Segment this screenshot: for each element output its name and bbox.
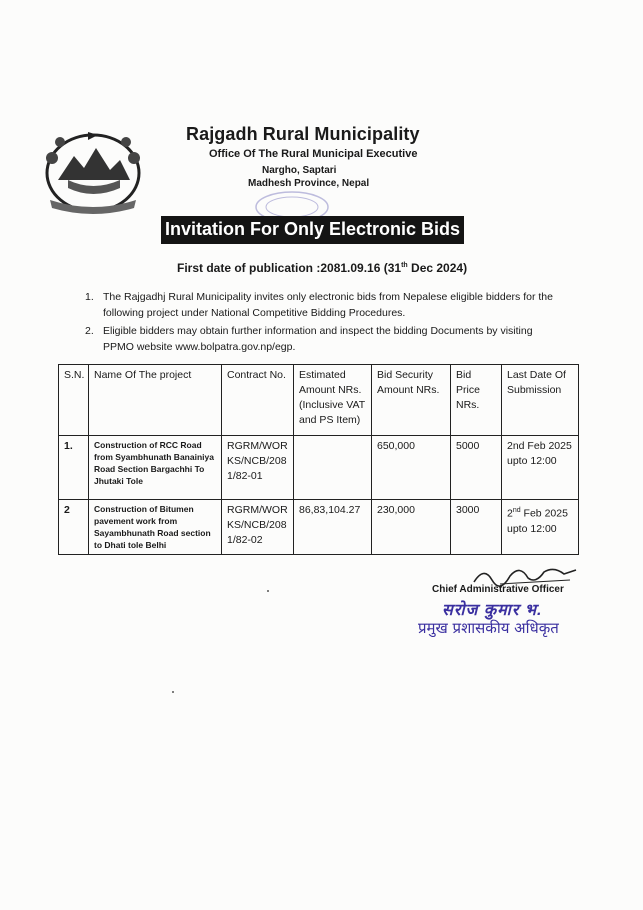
cell-deadline: 2nd Feb 2025 upto 12:00 (502, 436, 579, 500)
header-deadline: Last Date Of Submission (502, 365, 579, 436)
stamp-name: सरोज कुमार भ. (442, 602, 543, 619)
paragraph-1 (85, 289, 555, 321)
cell-deadline (502, 500, 579, 555)
paragraph-number: 1. (85, 291, 94, 303)
org-name: Rajgadh Rural Municipality (186, 124, 420, 144)
bids-table (58, 364, 579, 555)
publication-sup: th (401, 262, 408, 269)
table-row (59, 500, 579, 555)
cell-security: 650,000 (372, 436, 451, 500)
nepal-emblem-icon (38, 118, 148, 218)
publication-label: First date of publication : (177, 261, 321, 275)
header-project: Name Of The project (89, 365, 222, 436)
header-contract: Contract No. (222, 365, 294, 436)
header-price: Bid Price NRs. (451, 365, 502, 436)
banner-title: Invitation For Only Electronic Bids (161, 216, 464, 244)
publication-value: 2081.09.16 (31 (320, 261, 402, 275)
org-office: Office Of The Rural Municipal Executive (209, 148, 418, 160)
cell-price: 3000 (451, 500, 502, 555)
table-header-row (59, 365, 579, 436)
speck (172, 691, 174, 693)
paragraph-text: The Rajgadhj Rural Municipality invites only electronic bids from Nepalese eligible bidders for the following project under National Competitive Bidding Procedures. (103, 291, 553, 319)
header-sn: S.N. (59, 365, 89, 436)
cell-price: 5000 (451, 436, 502, 500)
deadline-rest: Feb 2025 upto 12:00 (507, 507, 568, 535)
cell-project: Construction of RCC Road from Syambhunath Banainiya Road Section Bargachhi To Jhutaki Tole (89, 436, 222, 500)
cell-sn: 1. (59, 436, 89, 500)
publication-tail: Dec 2024) (407, 261, 468, 275)
header-estimate: Estimated Amount NRs. (Inclusive VAT and PS Item) (294, 365, 372, 436)
cell-contract: RGRM/WORKS/NCB/2081/82-01 (222, 436, 294, 500)
org-address-line2: Madhesh Province, Nepal (248, 178, 370, 189)
cell-security: 230,000 (372, 500, 451, 555)
cell-project: Construction of Bitumen pavement work from Sayambhunath Road section to Dhati tole Belhi (89, 500, 222, 555)
publication-date (177, 261, 467, 275)
org-address-line1: Nargho, Saptari (262, 165, 337, 176)
cell-estimate: 86,83,104.27 (294, 500, 372, 555)
signatory-title: Chief Administrative Officer (432, 584, 564, 595)
cell-contract: RGRM/WORKS/NCB/2081/82-02 (222, 500, 294, 555)
stamp-title: प्रमुख प्रशासकीय अधिकृत (418, 619, 559, 637)
cell-estimate (294, 436, 372, 500)
table-row (59, 436, 579, 500)
paragraph-text: Eligible bidders may obtain further information and inspect the bidding Documents by visiting PPMO website www.bolpatra.gov.np/egp. (103, 325, 533, 353)
paragraph-2 (85, 323, 555, 355)
header-security: Bid Security Amount NRs. (372, 365, 451, 436)
paragraph-number: 2. (85, 325, 94, 337)
deadline-day: 2 (507, 507, 513, 520)
deadline-sup: nd (512, 507, 521, 514)
cell-sn: 2 (59, 500, 89, 555)
speck (267, 590, 269, 592)
